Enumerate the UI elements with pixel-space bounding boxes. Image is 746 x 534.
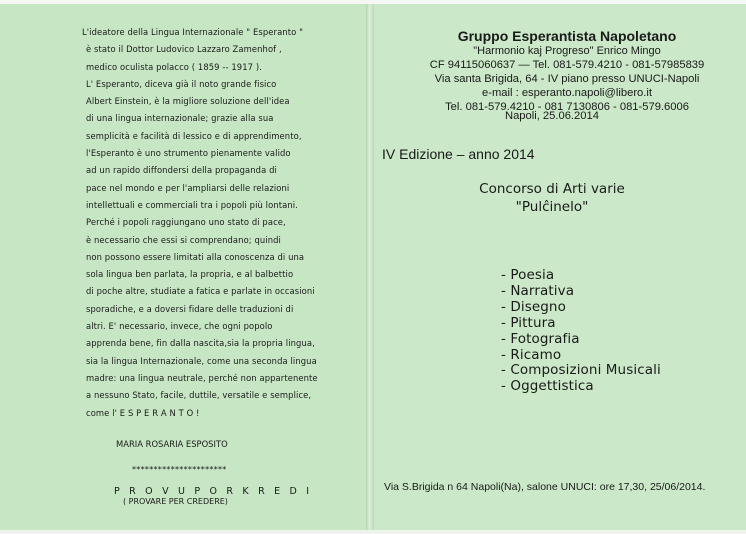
author-name: MARIA ROSARIA ESPOSITO — [116, 439, 228, 449]
event-footer: Via S.Brigida n 64 Napoli(Na), salone UNUCI: ore 17,30, 25/06/2014. — [384, 481, 706, 493]
document-date: Napoli, 25.06.2014 — [505, 110, 599, 122]
email-line: e-mail : esperanto.napoli@libero.it — [482, 87, 652, 99]
motto-translation: ( PROVARE PER CREDERE) — [123, 497, 228, 506]
page-fold — [366, 0, 374, 534]
organization-name: Gruppo Esperantista Napoletano — [457, 28, 677, 44]
letterhead — [408, 28, 726, 114]
text-line: semplicità e facilità di lessico e di apprendimento, — [86, 130, 302, 141]
address-line: Via santa Brigida, 64 - IV piano presso UNUCI-Napoli — [434, 73, 700, 85]
text-line: L' Esperanto, diceva già il noto grande fisico — [86, 78, 277, 89]
contest-title: Concorso di Arti varie — [479, 181, 625, 197]
category-item: - Composizioni Musicali — [501, 362, 661, 379]
phones-line: Tel. 081-579.4210 - 081 7130806 - 081-579.6006 — [445, 101, 689, 113]
category-item: - Poesia — [501, 267, 555, 283]
text-line: medico oculista polacco ( 1859 -- 1917 ). — [86, 61, 262, 72]
text-line: madre: una lingua neutrale, perché non appartenente — [86, 372, 318, 383]
text-line: è stato il Dottor Ludovico Lazzaro Zamenhof , — [86, 44, 282, 55]
text-line: di poche altre, studiate a fatica e parlate in occasioni — [86, 286, 315, 297]
category-item: - Oggettistica — [501, 378, 594, 395]
organization-subtitle: "Harmonio kaj Progreso" Enrico Mingo — [473, 45, 661, 57]
category-item: - Pittura — [501, 314, 556, 331]
text-line: non possono essere limitati alla conoscenza di una — [86, 251, 305, 262]
text-line: sporadiche, e a doversi fidare delle traduzioni di — [86, 303, 294, 314]
category-list — [501, 268, 661, 395]
paper-top-edge — [0, 0, 746, 4]
text-line: apprenda bene, fin dalla nascita,sia la propria lingua, — [86, 338, 315, 349]
text-line: Albert Einstein, è la migliore soluzione dell'idea — [86, 96, 290, 107]
text-line: Perché i popoli raggiungano uno stato di pace, — [86, 217, 286, 228]
text-line: di una lingua internazionale; grazie alla sua — [86, 113, 274, 124]
paper-bottom-edge — [0, 530, 746, 534]
tax-code-line: CF 94115060637 — Tel. 081-579.4210 - 081-57985839 — [429, 59, 705, 71]
text-line: ad un rapido diffondersi della propaganda di — [86, 165, 277, 176]
category-item: - Disegno — [501, 298, 566, 315]
text-line: è necessario che essi si comprendano; quindi — [86, 234, 281, 245]
text-line: intellettuali e commerciali tra i popoli più lontani. — [86, 199, 298, 210]
category-item: - Ricamo — [501, 346, 562, 363]
text-line: L'ideatore della Lingua Internazionale " Esperanto " — [82, 27, 304, 37]
text-line: altri. E' necessario, invece, che ogni popolo — [86, 321, 273, 332]
edition-title: IV Edizione – anno 2014 — [382, 146, 535, 162]
contest-heading — [462, 180, 642, 216]
text-line: a nessuno Stato, facile, duttile, versatile e semplice, — [86, 390, 312, 401]
star-divider: ********************** — [132, 465, 227, 474]
text-line: pace nel mondo e per l'ampliarsi delle relazioni — [86, 182, 290, 193]
esperanto-text — [82, 24, 352, 422]
category-item: - Fotografia — [501, 330, 580, 347]
text-line: come l' E S P E R A N T O ! — [86, 407, 200, 418]
contest-name: "Pulĉinelo" — [515, 199, 589, 215]
text-line: sia la lingua Internazionale, come una seconda lingua — [86, 355, 317, 366]
esperanto-motto: P R O V U P O R K R E D I — [114, 486, 313, 497]
text-line: sola lingua ben parlata, la propria, e al balbettio — [86, 269, 294, 280]
category-item: - Narrativa — [501, 282, 575, 299]
text-line: l'Esperanto è uno strumento pienamente valido — [86, 148, 291, 159]
